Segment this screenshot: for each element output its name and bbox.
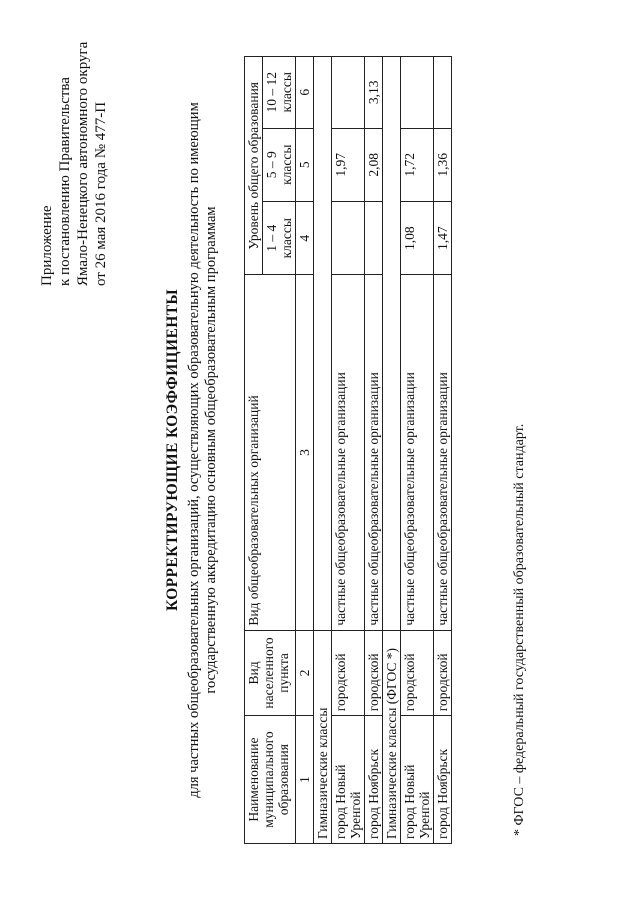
cell-org-type: частные общеобразовательные организации — [401, 275, 434, 630]
cell-grades-10-12 — [332, 57, 365, 129]
column-number-row — [296, 57, 314, 844]
section-row — [383, 57, 401, 844]
section-row — [314, 57, 332, 844]
cell-municipality: город Ноябрьск — [434, 716, 452, 844]
cell-grades-10-12 — [434, 57, 452, 129]
cell-settlement: городской — [401, 630, 434, 716]
table-row — [434, 57, 452, 844]
table-row — [401, 57, 434, 844]
column-number: 1 — [296, 716, 314, 844]
header-grades-10-12: 10 – 12 классы — [263, 57, 296, 129]
header-level-group: Уровень общего образования — [245, 57, 263, 275]
cell-grades-5-9: 2,08 — [365, 128, 383, 201]
cell-grades-1-4 — [332, 201, 365, 274]
cell-grades-1-4: 1,47 — [434, 201, 452, 274]
subtitle-line: для частных общеобразовательных организаций, осуществляющих образовательную деятельность по имеющим — [186, 102, 202, 798]
document-subtitle — [186, 60, 220, 840]
cell-org-type: частные общеобразовательные организации — [434, 275, 452, 630]
header-grades-5-9: 5 – 9 классы — [263, 128, 296, 201]
header-row — [245, 57, 263, 844]
cell-grades-10-12: 3,13 — [365, 57, 383, 129]
appendix-line: Ямало-Ненецкого автономного округа — [75, 41, 91, 286]
header-grades-1-4: 1 – 4 классы — [263, 201, 296, 274]
cell-grades-5-9: 1,97 — [332, 128, 365, 201]
cell-municipality: город Ноябрьск — [365, 716, 383, 844]
subtitle-line: государственную аккредитацию основным общеобразовательным программам — [203, 206, 219, 694]
header-municipality: Наименование муниципального образования — [245, 716, 296, 844]
header-org-type: Вид общеобразовательных организаций — [245, 275, 296, 630]
appendix-line: от 26 мая 2016 года № 477-П — [93, 101, 109, 286]
cell-municipality: город Новый Уренгой — [332, 716, 365, 844]
appendix-line: к постановлению Правительства — [57, 77, 73, 286]
section-filler — [314, 57, 332, 631]
section-filler — [383, 57, 401, 631]
appendix-block — [38, 36, 110, 286]
cell-grades-5-9: 1,36 — [434, 128, 452, 201]
cell-grades-5-9: 1,72 — [401, 128, 434, 201]
cell-settlement: городской — [332, 630, 365, 716]
document-title: КОРРЕКТИРУЮЩИЕ КОЭФФИЦИЕНТЫ — [164, 288, 181, 612]
column-number: 3 — [296, 275, 314, 630]
cell-grades-1-4: 1,08 — [401, 201, 434, 274]
header-settlement-type: Вид населенного пункта — [245, 630, 296, 716]
section-title: Гимназические классы — [314, 630, 332, 843]
section-title: Гимназические классы (ФГОС *) — [383, 630, 401, 843]
cell-settlement: городской — [365, 630, 383, 716]
column-number: 4 — [296, 201, 314, 274]
table-row — [365, 57, 383, 844]
cell-municipality: город Новый Уренгой — [401, 716, 434, 844]
column-number: 5 — [296, 128, 314, 201]
rotated-page — [20, 20, 620, 880]
footnote: * ФГОС – федеральный государственный образовательный стандарт. — [512, 423, 527, 836]
cell-org-type: частные общеобразовательные организации — [332, 275, 365, 630]
cell-settlement: городской — [434, 630, 452, 716]
cell-org-type: частные общеобразовательные организации — [365, 275, 383, 630]
cell-grades-1-4 — [365, 201, 383, 274]
table-row — [332, 57, 365, 844]
cell-grades-10-12 — [401, 57, 434, 129]
appendix-line: Приложение — [39, 205, 55, 286]
column-number: 2 — [296, 630, 314, 716]
coefficients-table — [244, 56, 452, 844]
column-number: 6 — [296, 57, 314, 129]
